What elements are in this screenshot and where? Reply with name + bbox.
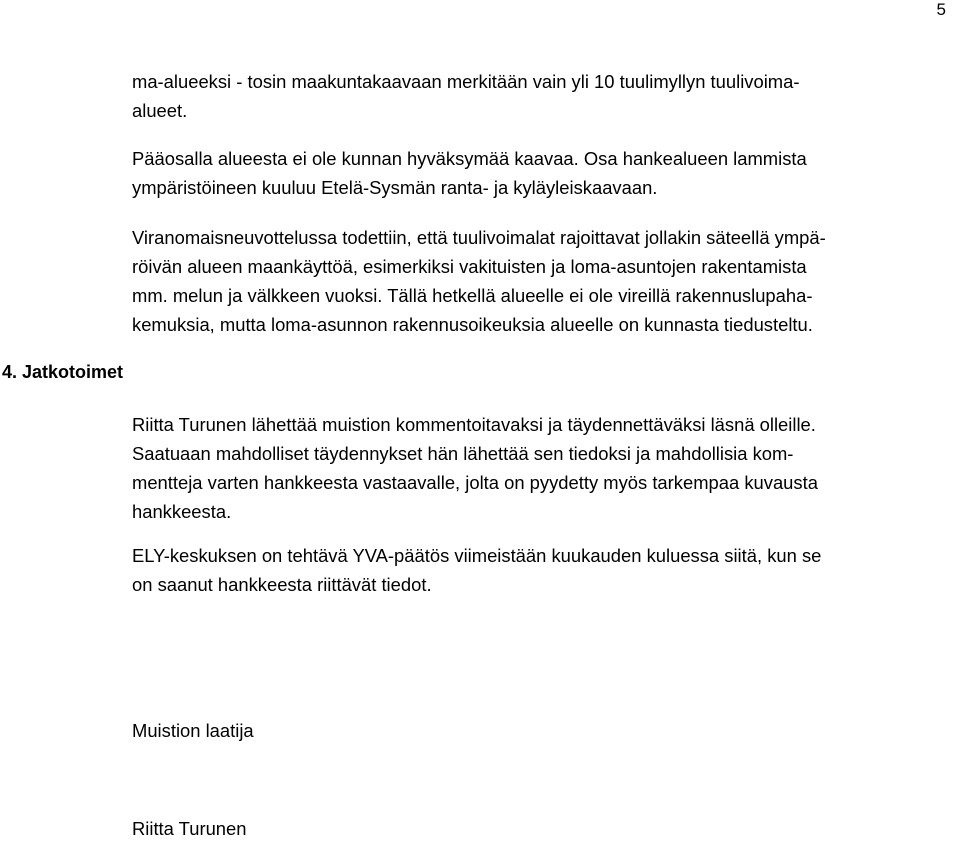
section-heading: 4. Jatkotoimet — [2, 362, 124, 382]
text-line: hankkeesta. — [132, 501, 232, 522]
text-line: Viranomaisneuvottelussa todettiin, että tuulivoimalat rajoittavat jollakin säteellä ympä- — [132, 227, 826, 248]
text-line: Riitta Turunen lähettää muistion kommentoitavaksi ja täydennettäväksi läsnä olleille. — [132, 414, 816, 435]
text-line: mentteja varten hankkeesta vastaavalle, jolta on pyydetty myös tarkempaa kuvausta — [132, 472, 818, 493]
paragraph-muistion-lahetys — [132, 410, 960, 526]
text-line: ma-alueeksi - tosin maakuntakaavaan merkitään vain yli 10 tuulimyllyn tuulivoima- — [132, 71, 800, 92]
text-line: Saatuaan mahdolliset täydennykset hän lähettää sen tiedoksi ja mahdollisia kom- — [132, 443, 794, 464]
text-line: Muistion laatija — [132, 720, 254, 741]
text-line: alueet. — [132, 100, 188, 121]
paragraph-kaavoitus — [132, 144, 960, 202]
text-line: on saanut hankkeesta riittävät tiedot. — [132, 574, 432, 595]
paragraph-maakuntakaava — [132, 67, 960, 125]
signature-label — [132, 716, 960, 745]
text-line: kemuksia, mutta loma-asunnon rakennusoikeuksia alueelle on kunnasta tiedusteltu. — [132, 314, 813, 335]
text-line: röivän alueen maankäyttöä, esimerkiksi vakituisten ja loma-asuntojen rakentamista — [132, 256, 807, 277]
text-line: ELY-keskuksen on tehtävä YVA-päätös viimeistään kuukauden kuluessa siitä, kun se — [132, 545, 822, 566]
paragraph-yva-paatos — [132, 541, 960, 599]
page-number: 5 — [936, 0, 946, 19]
text-line: mm. melun ja välkkeen vuoksi. Tällä hetkellä alueelle ei ole vireillä rakennuslupaha- — [132, 285, 813, 306]
paragraph-viranomaisneuvottelu — [132, 223, 960, 339]
text-line: Riitta Turunen — [132, 818, 247, 839]
signature-name — [132, 814, 960, 843]
text-line: Pääosalla alueesta ei ole kunnan hyväksymää kaavaa. Osa hankealueen lammista — [132, 148, 807, 169]
text-line: ympäristöineen kuuluu Etelä-Sysmän ranta- ja kyläyleiskaavaan. — [132, 177, 658, 198]
